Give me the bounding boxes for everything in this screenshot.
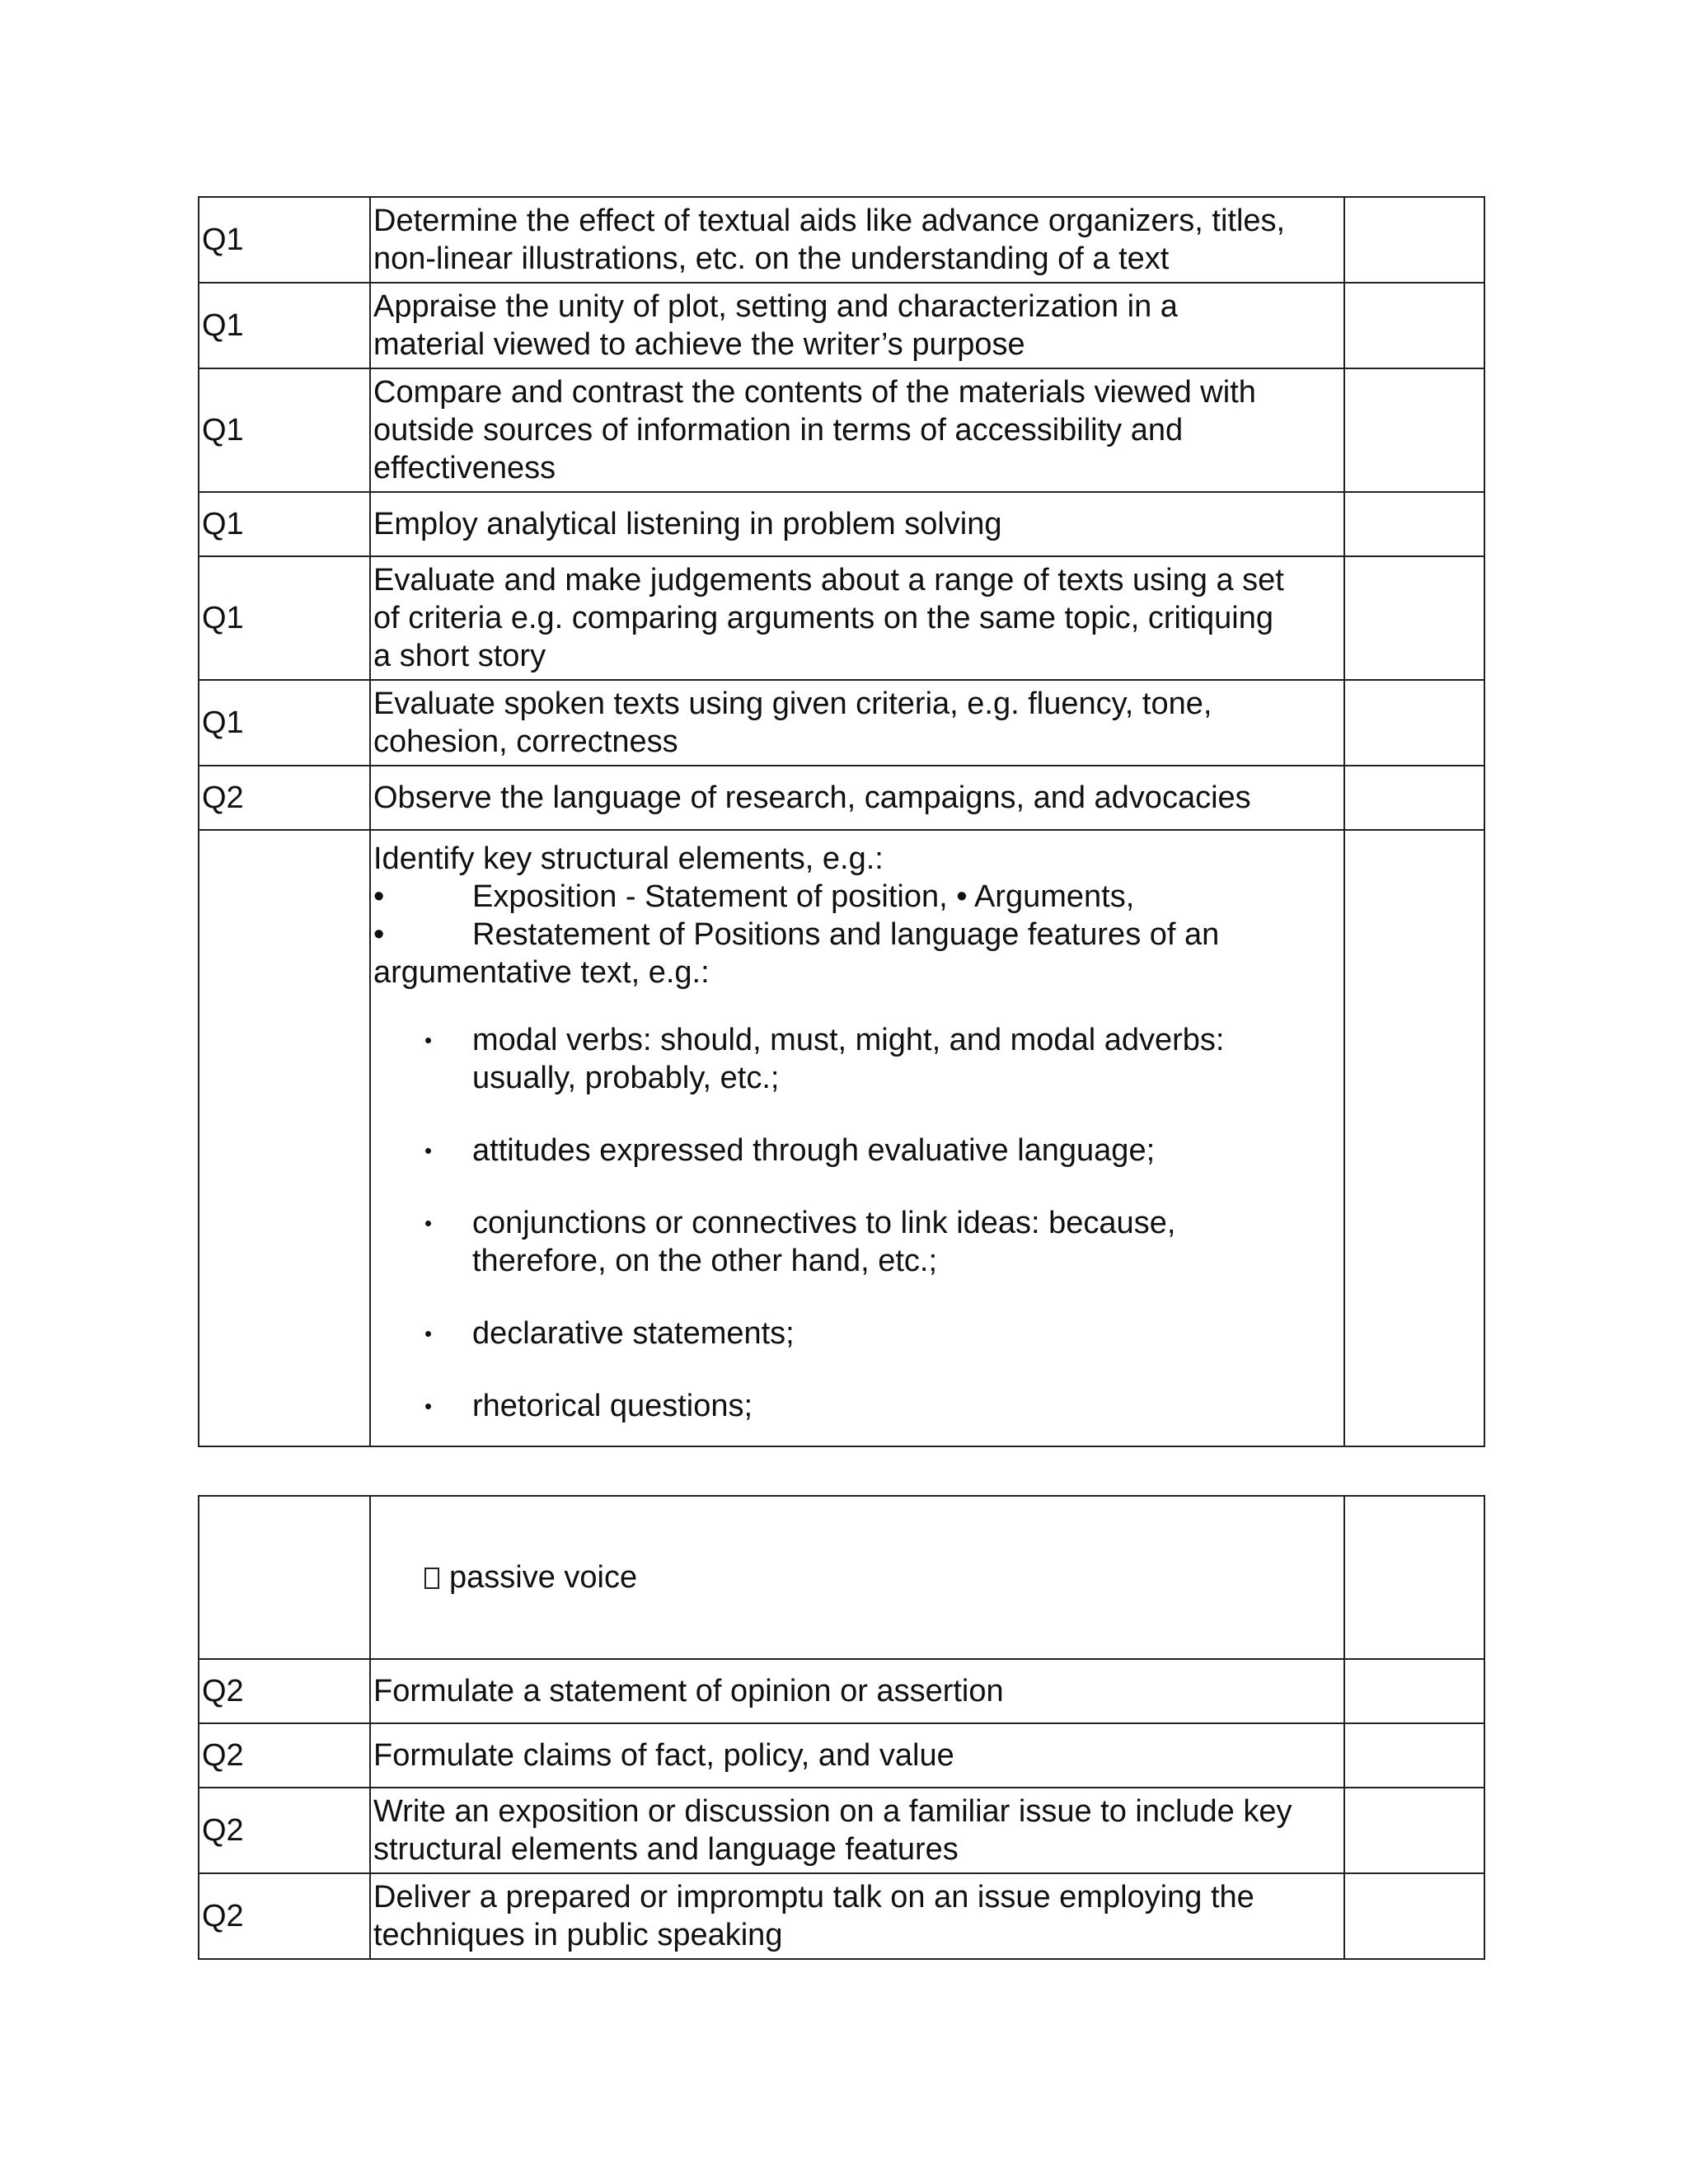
structural-line: argumentative text, e.g.: [373,955,710,990]
bullet-mark: • [424,1028,433,1052]
quarter-cell: Q1 [199,368,370,492]
competency-line: Evaluate spoken texts using given criteria, e.g. fluency, tone, [373,687,1212,721]
table-row [199,556,1484,680]
structural-intro: Identify key structural elements, e.g.: [373,841,884,876]
table-row [199,1496,1484,1659]
list-item [373,1021,1341,1097]
structural-bullet-line [373,878,1341,916]
table-row [199,368,1484,492]
feature-line: usually, probably, etc.; [472,1061,780,1095]
table-row [199,680,1484,766]
bullet-mark: • [373,879,385,914]
competency-line: cohesion, correctness [373,724,678,759]
feature-line: declarative statements; [472,1316,795,1351]
table-row [199,492,1484,556]
blank-cell [1344,1788,1484,1873]
competency-line: Compare and contrast the contents of the materials viewed with [373,375,1256,410]
table-row [199,197,1484,283]
competency-table-2 [198,1495,1485,1960]
blank-cell [1344,197,1484,283]
blank-cell [1344,766,1484,830]
competency-cell [370,556,1344,680]
quarter-cell: Q1 [199,283,370,368]
table-row [199,766,1484,830]
feature-line: therefore, on the other hand, etc.; [472,1244,938,1278]
competency-line: non-linear illustrations, etc. on the understanding of a text [373,241,1170,276]
list-item [373,1132,1341,1169]
list-item [373,1315,1341,1352]
quarter-cell-empty [199,830,370,1446]
blank-cell [1344,492,1484,556]
competency-cell [370,1788,1344,1873]
competency-cell [370,197,1344,283]
blank-cell [1344,680,1484,766]
bullet-mark: • [373,917,385,952]
list-item [373,1204,1341,1280]
competency-line: Observe the language of research, campaigns, and advocacies [373,780,1251,815]
table-row [199,1659,1484,1723]
structural-line: Restatement of Positions and language features of an [472,917,1220,952]
competency-cell [370,1659,1344,1723]
table-row [199,1873,1484,1959]
competency-line: structural elements and language features [373,1832,959,1867]
quarter-cell: Q1 [199,556,370,680]
competency-line: Evaluate and make judgements about a range of texts using a set [373,563,1284,598]
quarter-cell: Q2 [199,1788,370,1873]
competency-cell [370,766,1344,830]
quarter-cell-empty [199,1496,370,1659]
structural-elements-cell [370,830,1344,1446]
list-item [373,1387,1341,1425]
competency-line: material viewed to achieve the writer’s purpose [373,327,1025,362]
structural-bullet-line [373,916,1341,954]
bullet-mark: • [424,1138,433,1163]
competency-line: Formulate a statement of opinion or assertion [373,1674,1004,1708]
competency-cell [370,1496,1344,1659]
quarter-cell: Q1 [199,492,370,556]
competency-line: effectiveness [373,451,556,485]
competency-cell [370,368,1344,492]
quarter-cell: Q2 [199,1873,370,1959]
competency-line: techniques in public speaking [373,1918,783,1952]
competency-line: a short story [373,639,546,673]
feature-line: rhetorical questions; [472,1389,753,1423]
feature-line: conjunctions or connectives to link ideas: because, [472,1206,1176,1240]
blank-cell [1344,1496,1484,1659]
blank-cell [1344,283,1484,368]
blank-cell [1344,1873,1484,1959]
competency-line: Appraise the unity of plot, setting and characterization in a [373,289,1178,324]
structural-line: Exposition - Statement of position, • Arguments, [472,879,1135,914]
language-features-list [373,1021,1341,1425]
competency-cell [370,492,1344,556]
blank-cell [1344,556,1484,680]
feature-line: attitudes expressed through evaluative language; [472,1133,1156,1168]
competency-line: Formulate claims of fact, policy, and value [373,1738,954,1773]
bullet-mark: • [424,1394,433,1418]
quarter-cell: Q2 [199,1659,370,1723]
blank-cell [1344,1659,1484,1723]
quarter-cell: Q1 [199,680,370,766]
competency-line: Deliver a prepared or impromptu talk on an issue employing the [373,1880,1254,1915]
quarter-cell: Q2 [199,766,370,830]
blank-cell [1344,830,1484,1446]
bullet-mark: • [424,1321,433,1346]
blank-cell [1344,368,1484,492]
table-row [199,1788,1484,1873]
competency-line: Determine the effect of textual aids like advance organizers, titles, [373,204,1286,238]
bullet-mark: • [424,1211,433,1235]
competency-line: Employ analytical listening in problem solving [373,507,1002,541]
competency-line: of criteria e.g. comparing arguments on the same topic, critiquing [373,601,1273,635]
competency-line: Write an exposition or discussion on a familiar issue to include key [373,1794,1292,1829]
quarter-cell: Q2 [199,1723,370,1788]
table-row [199,1723,1484,1788]
table-row [199,283,1484,368]
table-row [199,830,1484,1446]
competency-cell [370,1723,1344,1788]
feature-text [472,1204,1175,1280]
quarter-cell: Q1 [199,197,370,283]
checkbox-glyph-icon [424,1568,439,1589]
competency-cell [370,1873,1344,1959]
competency-cell [370,283,1344,368]
feature-continuation [373,1558,1341,1596]
competency-table-1 [198,196,1485,1447]
feature-text [472,1021,1224,1097]
feature-line: passive voice [449,1560,638,1595]
competency-line: outside sources of information in terms of accessibility and [373,413,1184,448]
feature-line: modal verbs: should, must, might, and modal adverbs: [472,1023,1225,1057]
blank-cell [1344,1723,1484,1788]
competency-cell [370,680,1344,766]
